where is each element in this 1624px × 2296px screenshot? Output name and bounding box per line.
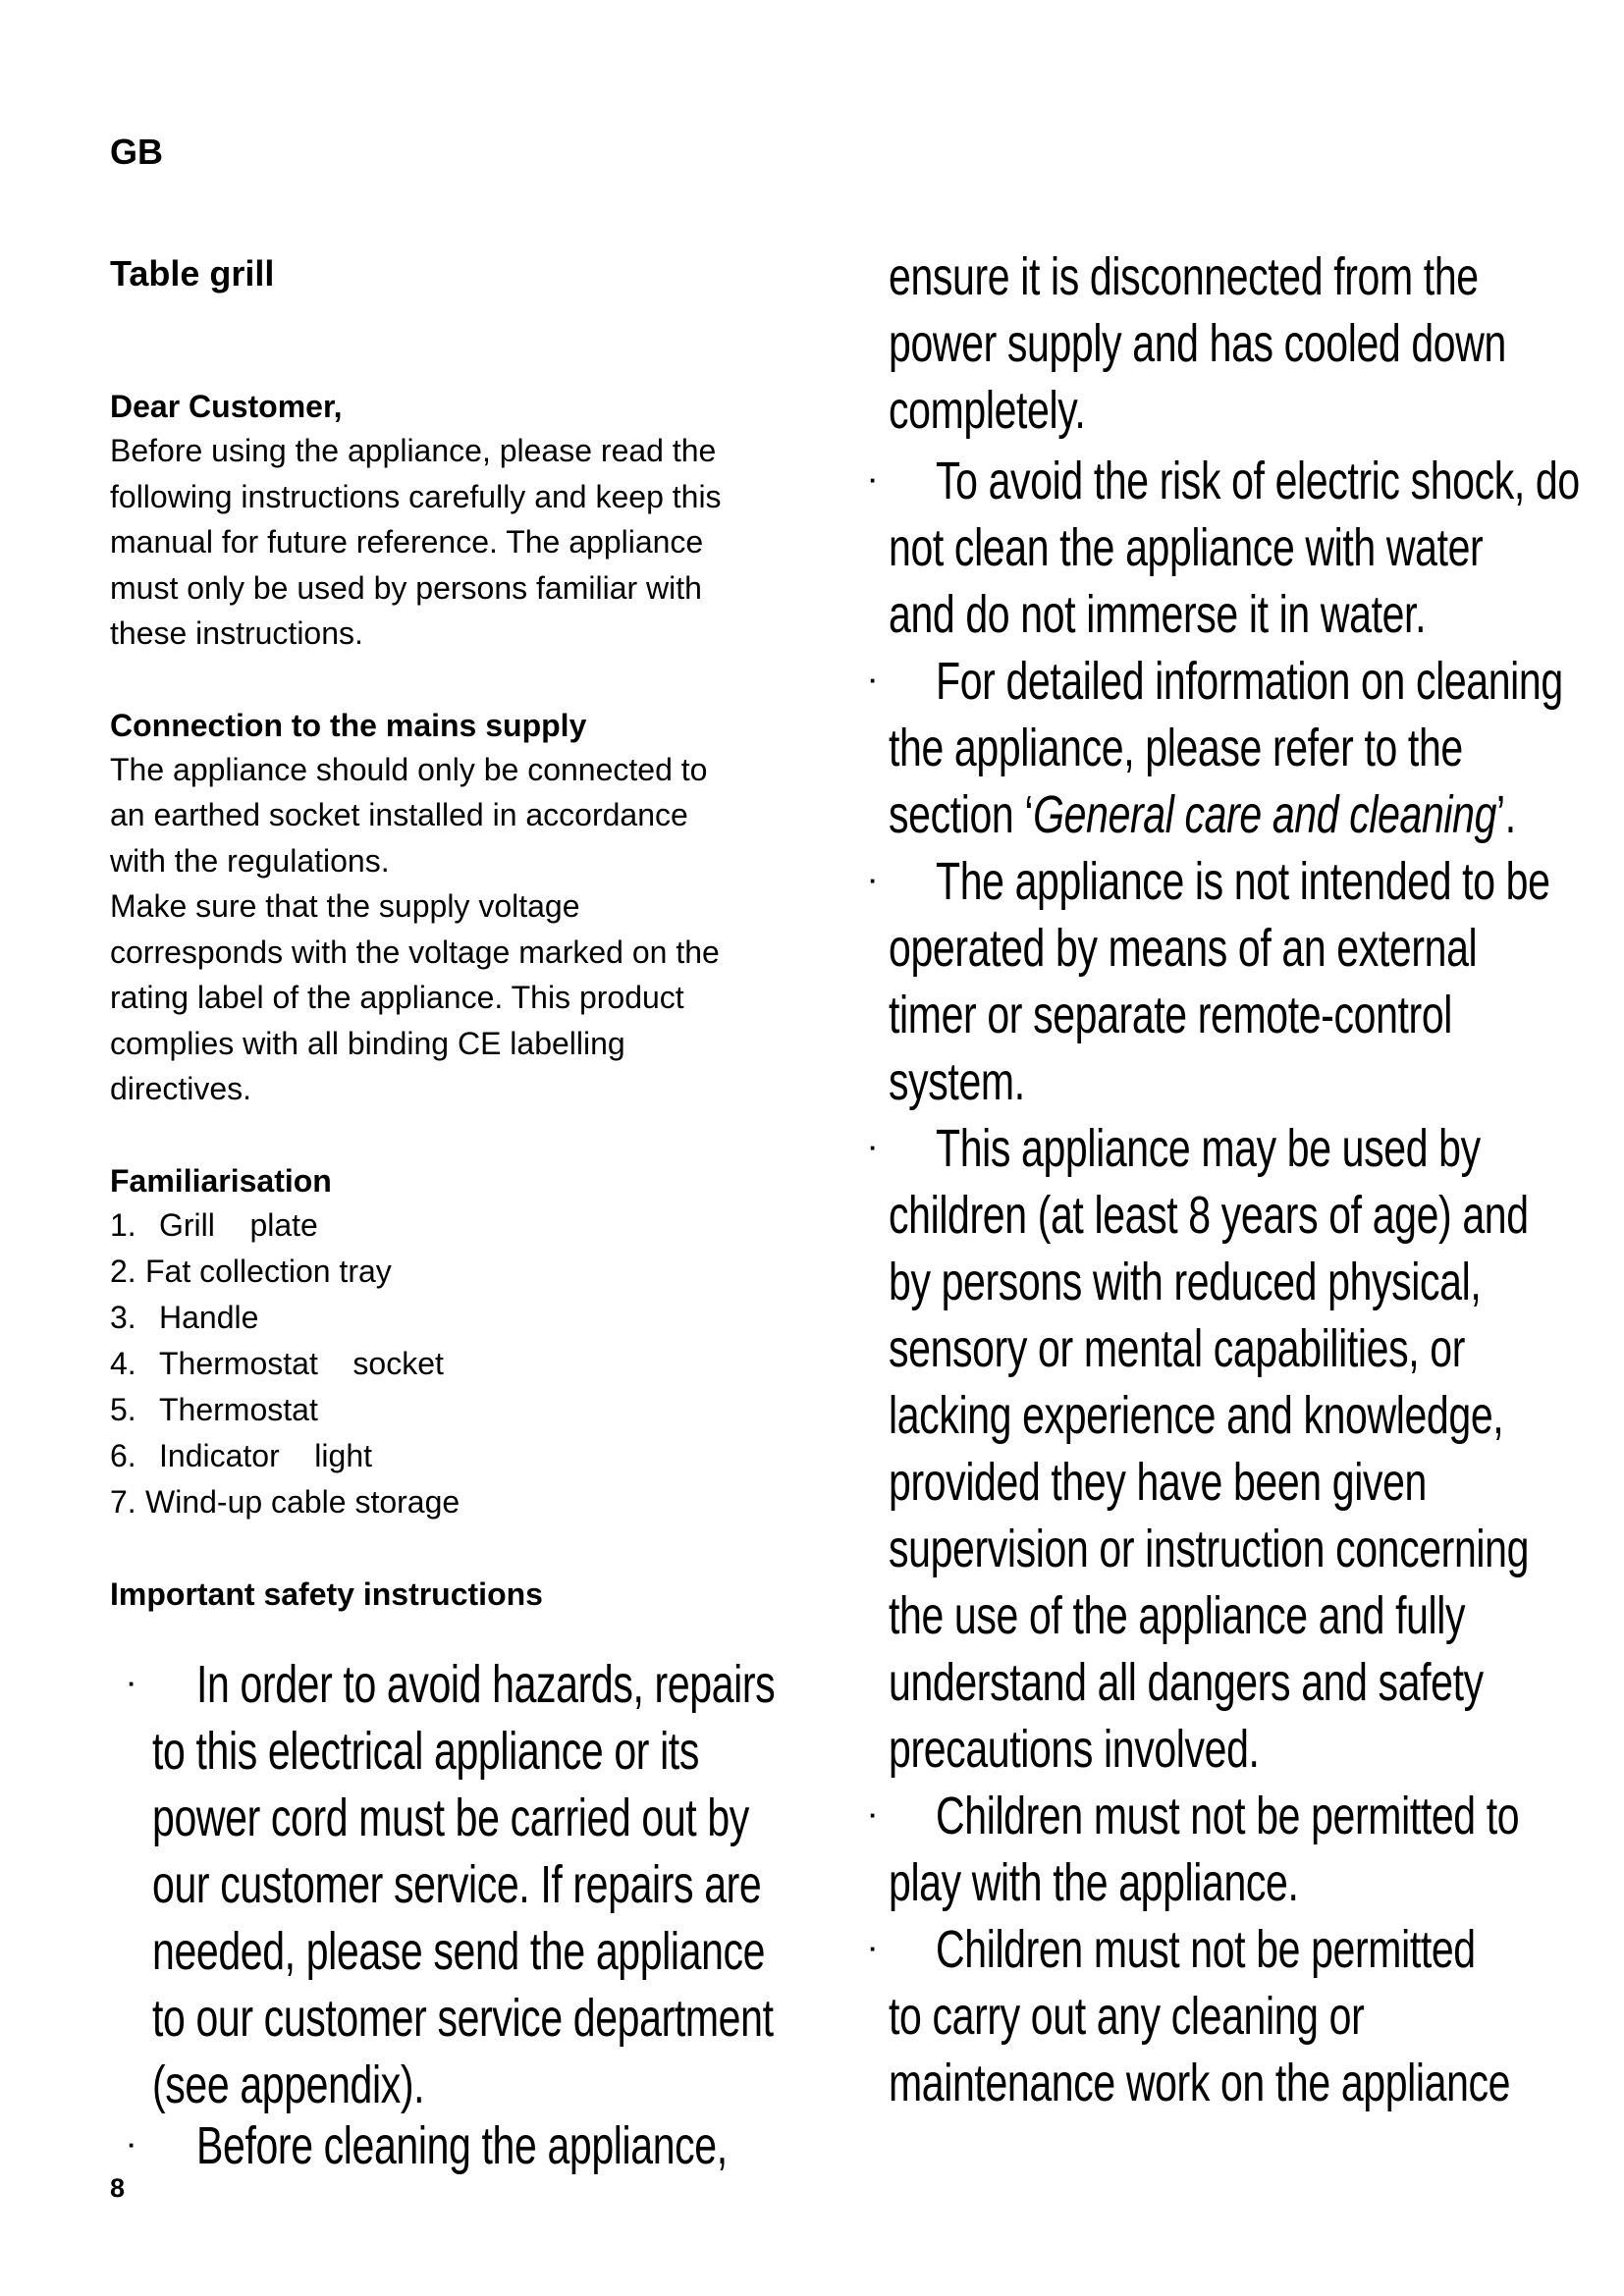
mains-line: Make sure that the supply voltage [110, 888, 580, 924]
safety-text: understand all dangers and safety [889, 1653, 1484, 1712]
safety-text: The appliance is not intended to be [936, 852, 1550, 911]
safety-text: play with the appliance. [889, 1853, 1299, 1912]
list-item: 5. Thermostat [110, 1391, 318, 1427]
safety-text: This appliance may be used by [936, 1119, 1481, 1178]
mains-line: The appliance should only be connected to [110, 751, 708, 787]
bullet-mark: · [869, 1800, 878, 1830]
safety-text: children (at least 8 years of age) and [889, 1186, 1529, 1245]
dear-line: must only be used by persons familiar with [110, 569, 702, 606]
safety-text: ensure it is disconnected from the [889, 247, 1479, 306]
page-title: Table grill [110, 253, 275, 294]
safety-text: to carry out any cleaning or [889, 1987, 1365, 2046]
safety-text: supervision or instruction concerning [889, 1520, 1530, 1578]
bullet-mark: · [869, 666, 878, 695]
safety-text: not clean the appliance with water [889, 518, 1484, 577]
mains-heading: Connection to the mains supply [110, 707, 587, 743]
mains-line: corresponds with the voltage marked on the [110, 934, 720, 970]
dear-line: manual for future reference. The appliance [110, 524, 704, 560]
mains-line: with the regulations. [110, 842, 390, 879]
language-code: GB [110, 132, 163, 172]
list-item: 1. Grill plate [110, 1206, 318, 1243]
page-number: 8 [110, 2173, 126, 2203]
safety-text: provided they have been given [889, 1453, 1427, 1512]
bullet-mark: · [869, 1133, 878, 1162]
familiarisation-heading: Familiarisation [110, 1162, 332, 1199]
safety-text: timer or separate remote-control [889, 986, 1453, 1044]
safety-text: the appliance, please refer to the [889, 719, 1463, 777]
mains-line: complies with all binding CE labelling [110, 1025, 625, 1061]
safety-text: power supply and has cooled down [889, 314, 1506, 373]
list-item: 2. Fat collection tray [110, 1253, 392, 1289]
bullet-mark: · [869, 1934, 878, 1963]
bullet-mark: · [128, 1669, 136, 1698]
safety-text: maintenance work on the appliance [889, 2054, 1511, 2112]
dear-heading: Dear Customer, [110, 389, 343, 424]
safety-text: (see appendix). [152, 2056, 425, 2114]
safety-text: Children must not be permitted [936, 1920, 1476, 1979]
mains-line: an earthed socket installed in accordance [110, 797, 688, 832]
safety-text: Children must not be permitted to [936, 1787, 1520, 1845]
safety-text: lacking experience and knowledge, [889, 1386, 1504, 1445]
safety-text: sensory or mental capabilities, or [889, 1319, 1465, 1378]
list-item: 3. Handle [110, 1299, 259, 1335]
dear-line: Before using the appliance, please read the [110, 433, 717, 468]
safety-text: section ‘General care and cleaning’. [889, 785, 1516, 844]
section-reference: General care and cleaning [1033, 785, 1497, 844]
safety-text: Before cleaning the appliance, [196, 2116, 728, 2175]
safety-text: by persons with reduced physical, [889, 1253, 1482, 1311]
safety-text: operated by means of an external [889, 919, 1478, 978]
dear-line: these instructions. [110, 615, 363, 651]
safety-text: precautions involved. [889, 1720, 1260, 1779]
parts-list [110, 1202, 797, 1525]
list-item: 4. Thermostat socket [110, 1345, 444, 1381]
safety-text: to this electrical appliance or its [152, 1722, 699, 1781]
safety-heading: Important safety instructions [110, 1575, 543, 1612]
bullet-mark: · [869, 465, 878, 495]
list-item: 7. Wind-up cable storage [110, 1483, 460, 1520]
safety-text: In order to avoid hazards, repairs [196, 1655, 776, 1714]
list-item: 6. Indicator light [110, 1437, 372, 1473]
safety-text: and do not immerse it in water. [889, 585, 1427, 644]
mains-line: directives. [110, 1071, 252, 1106]
safety-text: the use of the appliance and fully [889, 1586, 1466, 1645]
safety-text: needed, please send the appliance [152, 1922, 766, 1981]
bullet-mark: · [128, 2130, 136, 2160]
mains-line: rating label of the appliance. This product [110, 980, 684, 1015]
left-column [110, 385, 797, 1616]
bullet-mark: · [869, 866, 878, 895]
dear-line: following instructions carefully and keep this [110, 478, 722, 514]
safety-text: To avoid the risk of electric shock, do [936, 452, 1580, 510]
safety-text: system. [889, 1052, 1025, 1111]
safety-text: to our customer service department [152, 1989, 774, 2048]
safety-text: completely. [889, 381, 1086, 440]
safety-text: our customer service. If repairs are [152, 1855, 762, 1914]
safety-text: power cord must be carried out by [152, 1789, 749, 1847]
safety-text: For detailed information on cleaning [936, 652, 1563, 711]
